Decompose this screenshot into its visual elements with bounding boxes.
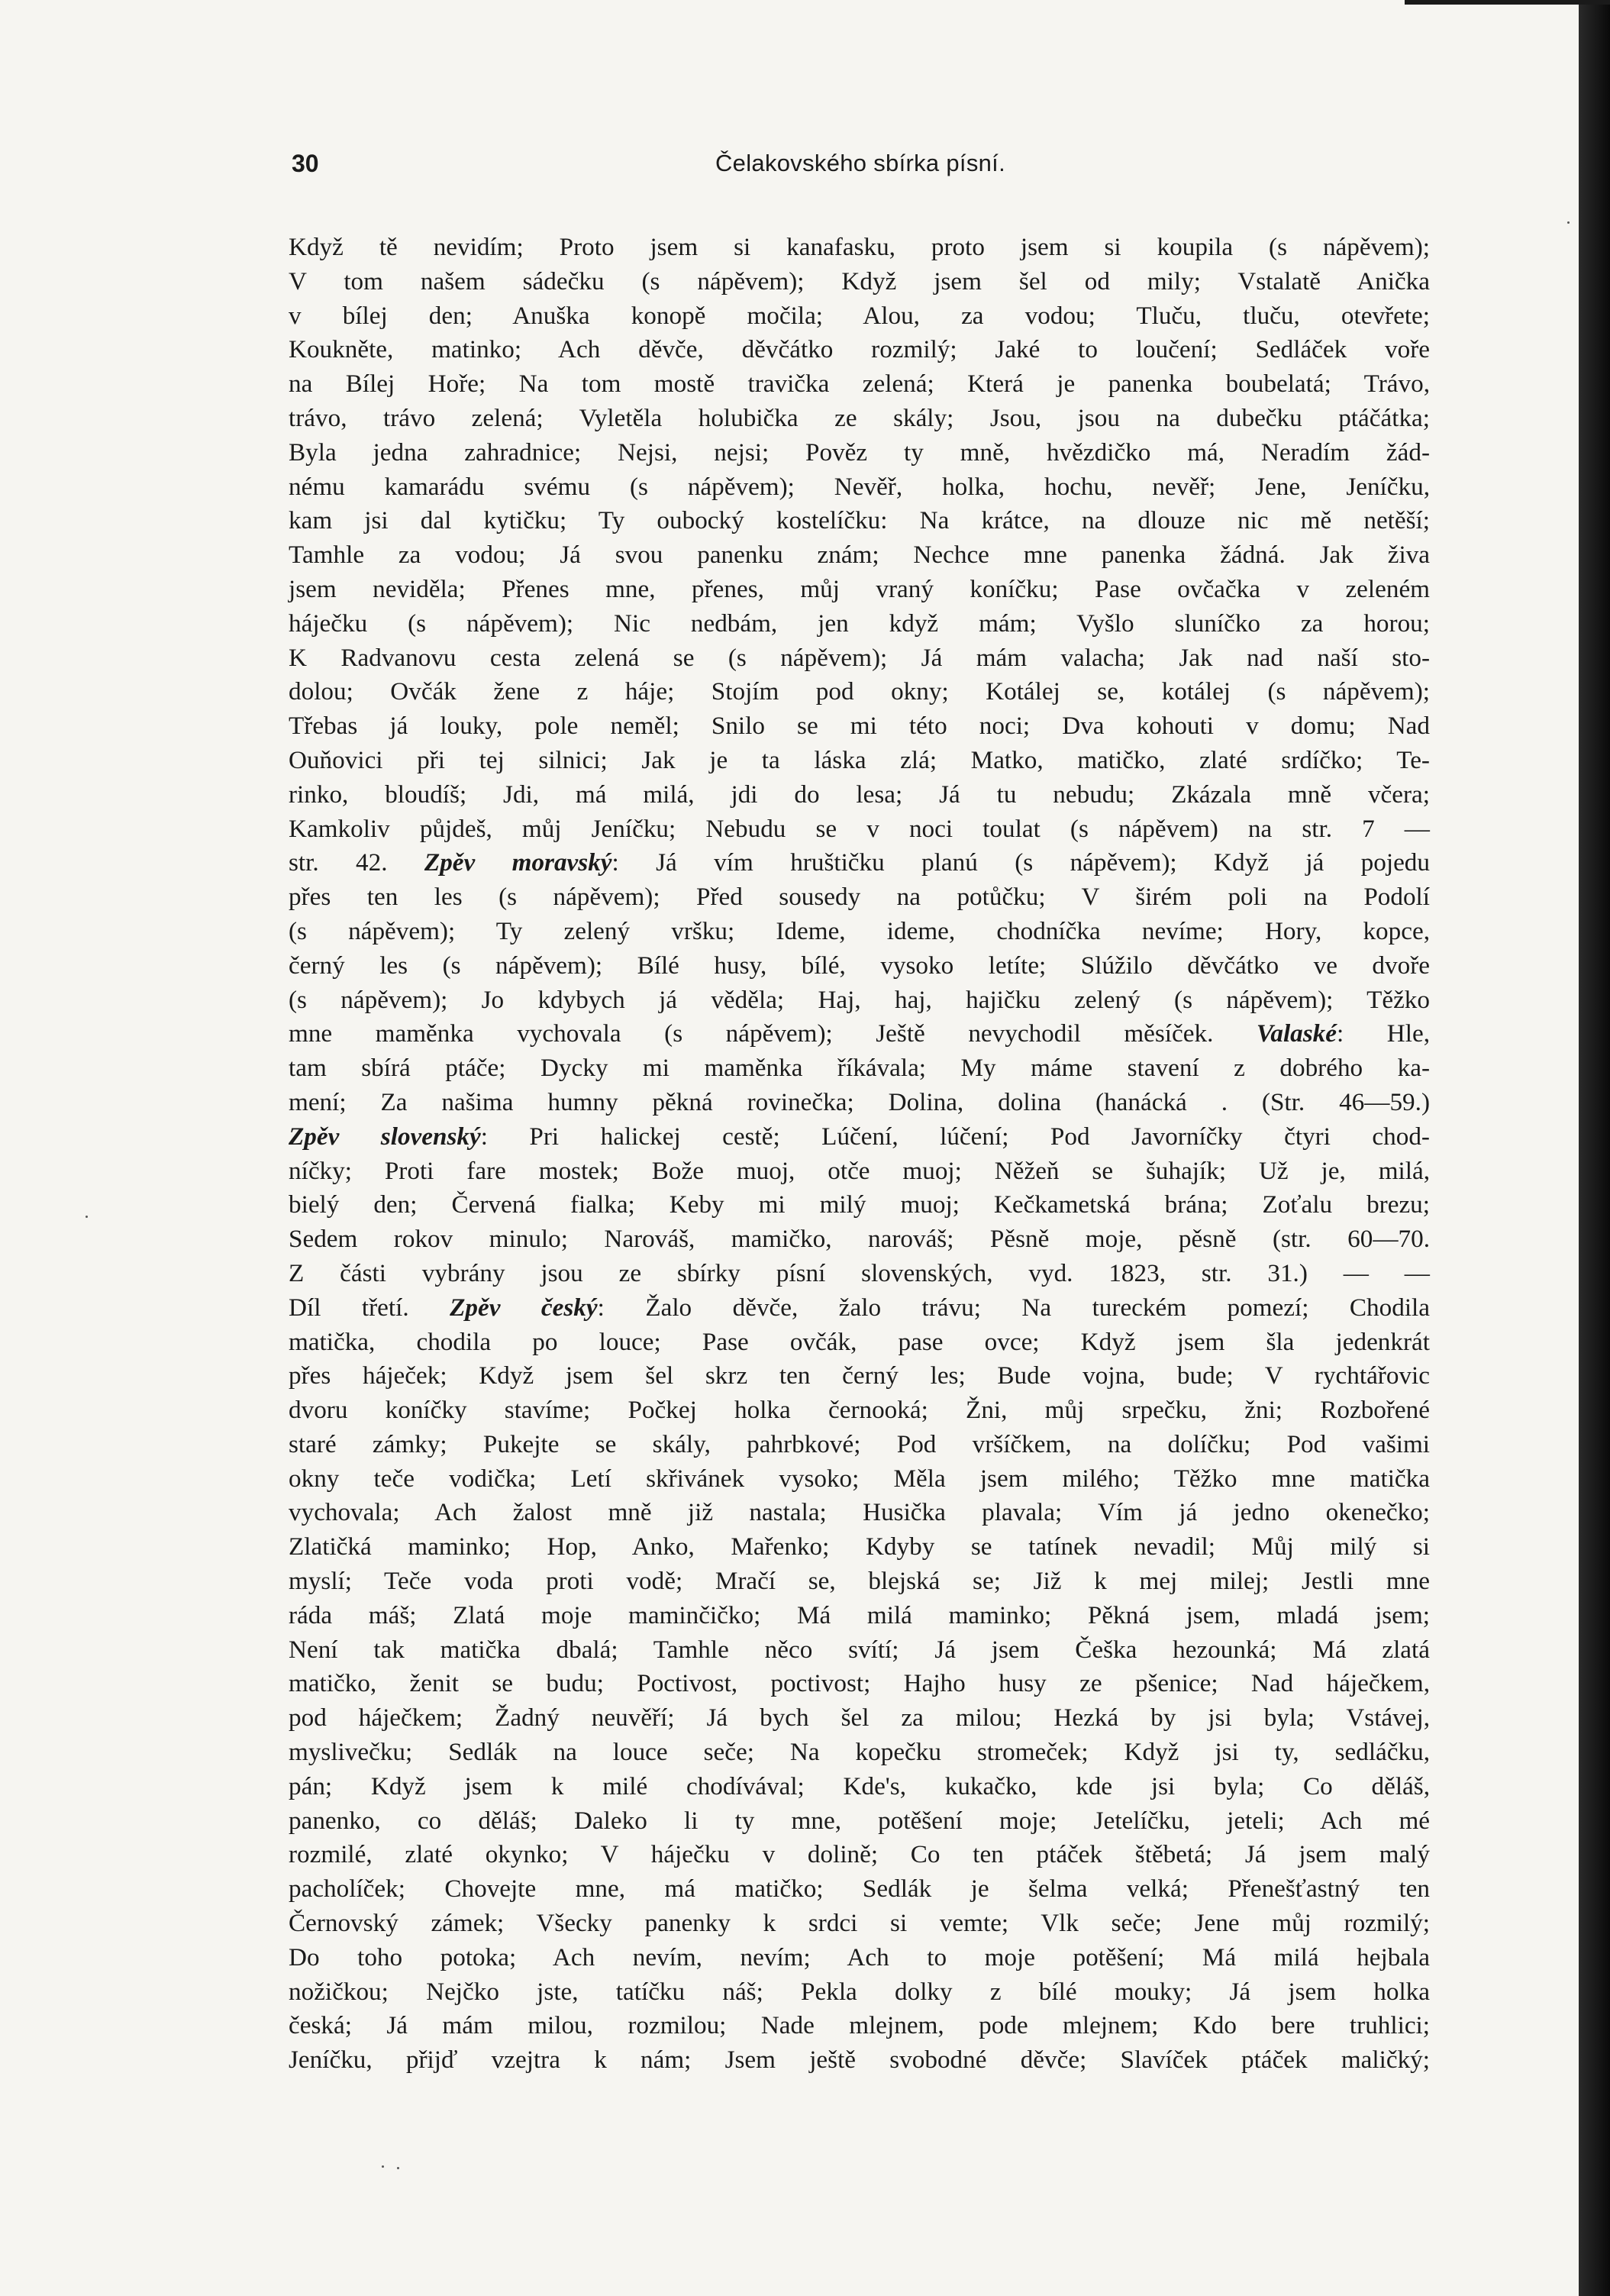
text-line: vychovala; Ach žalost mně již nastala; Husička plavala; Vím já jedno okenečko;: [289, 1498, 1430, 1527]
print-speck: [86, 1216, 88, 1218]
print-speck: [397, 2167, 399, 2169]
section-heading: Zpěv moravský: [424, 848, 612, 877]
text-line: rozmilé, zlaté okynko; V háječku v dolině; Co ten ptáček štěbetá; Já jsem malý: [289, 1840, 1430, 1869]
print-speck: [1567, 221, 1570, 224]
text-line: tam sbírá ptáče; Dycky mi maměnka říkávala; My máme stavení z dobrého ka-: [289, 1054, 1430, 1083]
text-line: dolou; Ovčák žene z háje; Stojím pod okny; Kotálej se, kotálej (s nápěvem);: [289, 677, 1430, 706]
text-line: Byla jedna zahradnice; Nejsi, nejsi; Pověz ty mně, hvězdičko má, Neradím žád-: [289, 438, 1430, 467]
section-heading: Zpěv slovenský: [289, 1122, 481, 1151]
scan-top-edge: [1405, 0, 1610, 5]
text-line: nožičkou; Nejčko jste, tatíčku náš; Pekla dolky z bílé mouky; Já jsem holka: [289, 1977, 1430, 2006]
text-line: Z části vybrány jsou ze sbírky písní slovenských, vyd. 1823, str. 31.) — —: [289, 1258, 1430, 1287]
text-line: Když tě nevidím; Proto jsem si kanafasku, proto jsem si koupila (s nápěvem);: [289, 233, 1430, 261]
text-line: Třebas já louky, pole neměl; Snilo se mi této noci; Dva kohouti v domu; Nad: [289, 712, 1430, 741]
text-line: háječku (s nápěvem); Nic nedbám, jen když mám; Vyšlo sluníčko za horou;: [289, 609, 1430, 638]
text-line: Není tak matička dbalá; Tamhle něco svítí; Já jsem Češka hezounká; Má zlatá: [289, 1635, 1430, 1664]
text-line: Zlatičká maminko; Hop, Anko, Mařenko; Kdyby se tatínek nevadil; Můj milý si: [289, 1532, 1430, 1561]
text-line: přes ten les (s nápěvem); Před sousedy na potůčku; V širém poli na Podolí: [289, 883, 1430, 912]
text-line: Kamkoliv půjdeš, můj Jeníčku; Nebudu se v noci toulat (s nápěvem) na str. 7 —: [289, 814, 1430, 843]
text-line: Koukněte, matinko; Ach děvče, děvčátko rozmilý; Jaké to loučení; Sedláček voře: [289, 335, 1430, 364]
text-line: K Radvanovu cesta zelená se (s nápěvem); Já mám valacha; Jak nad naší sto-: [289, 643, 1430, 672]
text-line: Sedem rokov minulo; Narováš, mamičko, narováš; Pěsně moje, pěsně (str. 60—70.: [289, 1225, 1430, 1254]
text-line: pán; Když jsem k milé chodívával; Kde's, kukačko, kde jsi byla; Co děláš,: [289, 1771, 1430, 1800]
text-line: myslivečku; Sedlák na louce seče; Na kopečku stromeček; Když jsi ty, sedláčku,: [289, 1738, 1430, 1767]
text-line: jsem neviděla; Přenes mne, přenes, můj vraný koníčku; Pase ovčačka v zeleném: [289, 574, 1430, 603]
text-line: černý les (s nápěvem); Bílé husy, bílé, vysoko letíte; Slúžilo děvčátko ve dvoře: [289, 951, 1430, 980]
section-heading: Zpěv český: [450, 1293, 598, 1322]
text-line: v bílej den; Anuška konopě močila; Alou, za vodou; Tluču, tluču, otevřete;: [289, 301, 1430, 330]
text-line: dvoru koníčky stavíme; Počkej holka černooká; Žni, můj srpečku, žni; Rozbořené: [289, 1396, 1430, 1425]
text-line: bielý den; Červená fialka; Keby mi milý muoj; Kečkametská brána; Zoťalu brezu;: [289, 1190, 1430, 1219]
text-line: matička, chodila po louce; Pase ovčák, pase ovce; Když jsem šla jedenkrát: [289, 1327, 1430, 1356]
text-line: Tamhle za vodou; Já svou panenku znám; Nechce mne panenka žádná. Jak živa: [289, 541, 1430, 570]
text-line: Ouňovici při tej silnici; Jak je ta láska zlá; Matko, matičko, zlaté srdíčko; Te-: [289, 745, 1430, 774]
text-line: Do toho potoka; Ach nevím, nevím; Ach to moje potěšení; Má milá hejbala: [289, 1942, 1430, 1971]
text-line: ráda máš; Zlatá moje maminčičko; Má milá maminko; Pěkná jsem, mladá jsem;: [289, 1600, 1430, 1629]
text-line: Černovský zámek; Všecky panenky k srdci si vemte; Vlk seče; Jene můj rozmilý;: [289, 1909, 1430, 1938]
page-header: [292, 150, 1429, 185]
text-line: pacholíček; Chovejte mne, má matičko; Sedlák je šelma velká; Přenešťastný ten: [289, 1875, 1430, 1904]
text-line: přes háječek; Když jsem šel skrz ten černý les; Bude vojna, bude; V rychtářovic: [289, 1361, 1430, 1390]
text-line: Jeníčku, přijď vzejtra k nám; Jsem ještě svobodné děvče; Slavíček ptáček maličký;: [289, 2046, 1430, 2075]
scan-edge: [1579, 0, 1610, 2296]
body-text: [289, 231, 1430, 2078]
text-line: na Bílej Hoře; Na tom mostě travička zelená; Která je panenka boubelatá; Trávo,: [289, 370, 1430, 399]
text-line: kam jsi dal kytičku; Ty oubocký kostelíčku: Na krátce, na dlouze nic mě netěší;: [289, 506, 1430, 535]
text-line: mení; Za našima humny pěkná rovinečka; Dolina, dolina (hanácká . (Str. 46—59.): [289, 1087, 1430, 1116]
text-line: pod háječkem; Žadný neuvěří; Já bych šel za milou; Hezká by jsi byla; Vstávej,: [289, 1703, 1430, 1732]
text-line: mne maměnka vychovala (s nápěvem); Ještě nevychodil měsíček. Valaské: Hle,: [289, 1019, 1430, 1048]
text-line: V tom našem sádečku (s nápěvem); Když jsem šel od mily; Vstalatě Anička: [289, 266, 1430, 295]
text-line: (s nápěvem); Jo kdybych já věděla; Haj, haj, hajičku zelený (s nápěvem); Těžko: [289, 985, 1430, 1014]
text-line: staré zámky; Pukejte se skály, pahrbkové; Pod vršíčkem, na dolíčku; Pod vašimi: [289, 1429, 1430, 1458]
text-line: níčky; Proti fare mostek; Bože muoj, otče muoj; Něžeň se šuhajík; Už je, milá,: [289, 1156, 1430, 1185]
text-line: str. 42. Zpěv moravský: Já vím hruštičku planú (s nápěvem); Když já pojedu: [289, 848, 1430, 877]
text-line: trávo, trávo zelená; Vyletěla holubička ze skály; Jsou, jsou na dubečku ptáčátka;: [289, 403, 1430, 432]
page-number: 30: [292, 150, 319, 177]
text-line: Zpěv slovenský: Pri halickej cestě; Lúčení, lúčení; Pod Javorníčky čtyri chod-: [289, 1122, 1430, 1151]
print-speck: [382, 2165, 384, 2168]
section-heading: Valaské: [1256, 1019, 1337, 1048]
text-line: myslí; Teče voda proti vodě; Mračí se, blejská se; Již k mej milej; Jestli mne: [289, 1567, 1430, 1596]
running-title: Čelakovského sbírka písní.: [715, 150, 1005, 176]
text-line: rinko, bloudíš; Jdi, má milá, jdi do lesa; Já tu nebudu; Zkázala mně včera;: [289, 780, 1430, 809]
text-line: česká; Já mám milou, rozmilou; Nade mlejnem, pode mlejnem; Kdo bere truhlici;: [289, 2011, 1430, 2040]
text-line: matičko, ženit se budu; Poctivost, poctivost; Hajho husy ze pšenice; Nad háječkem,: [289, 1669, 1430, 1698]
text-line: Díl třetí. Zpěv český: Žalo děvče, žalo trávu; Na tureckém pomezí; Chodila: [289, 1293, 1430, 1322]
text-line: nému kamarádu svému (s nápěvem); Nevěř, holka, hochu, nevěř; Jene, Jeníčku,: [289, 472, 1430, 501]
text-line: (s nápěvem); Ty zelený vršku; Ideme, ideme, chodníčka nevíme; Hory, kopce,: [289, 916, 1430, 945]
text-line: panenko, co děláš; Daleko li ty mne, potěšení moje; Jetelíčku, jeteli; Ach mé: [289, 1806, 1430, 1835]
text-line: okny teče vodička; Letí skřivánek vysoko; Měla jsem milého; Těžko mne matička: [289, 1464, 1430, 1493]
